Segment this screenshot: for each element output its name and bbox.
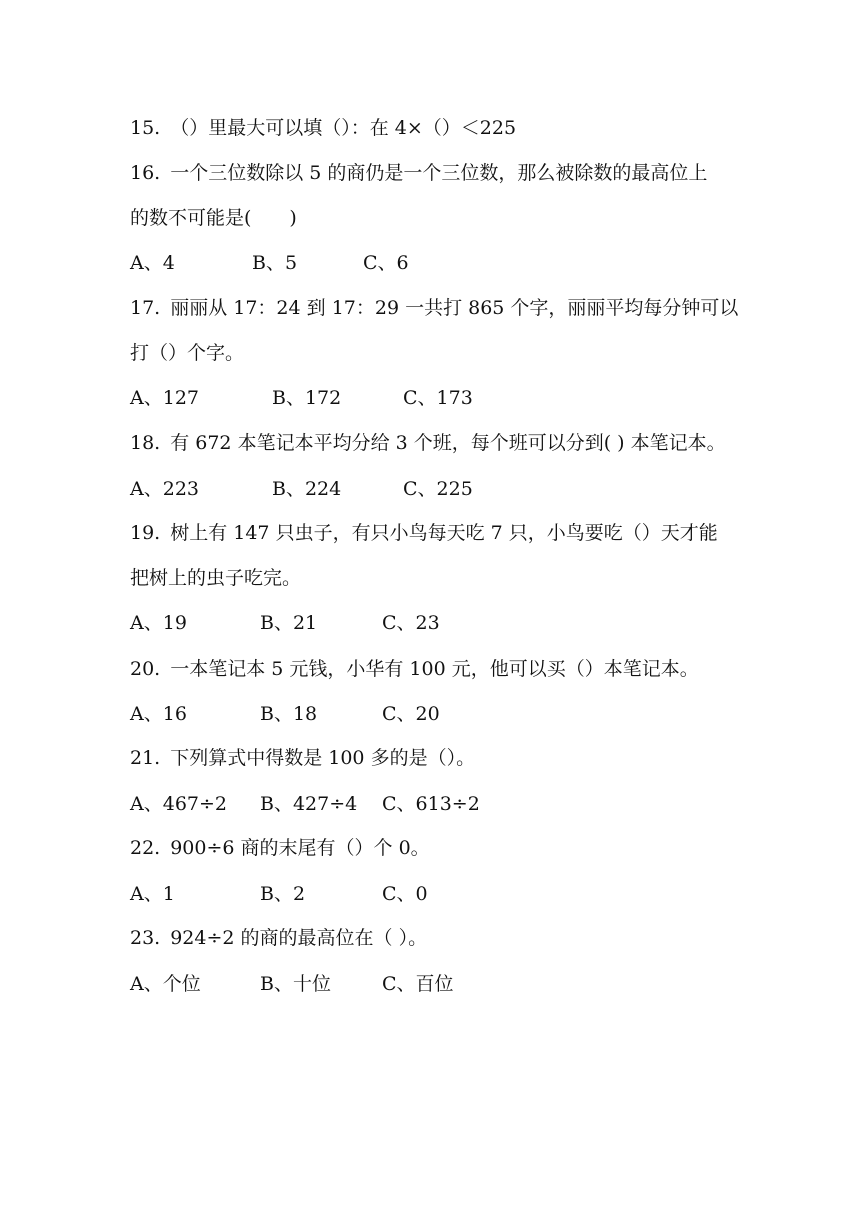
option-a [130,251,175,275]
option-label: A、 [130,612,163,634]
question-21-line-1 [130,746,475,770]
option-value: 2 [292,883,306,905]
option-value: 个位 [162,973,201,995]
option-value: 172 [304,387,342,409]
option-value: 6 [396,252,409,274]
question-18-line-1 [130,431,726,455]
option-c [403,386,473,410]
option-c [382,972,454,996]
option-value: 467÷2 [162,793,228,815]
question-text: 树上有 147 只虫子，有只小鸟每天吃 7 只，小鸟要吃（）天才能 [170,522,718,544]
question-17-line-2 [130,341,244,365]
question-number: 23. [130,927,161,949]
option-c [403,477,473,501]
question-text: 一个三位数除以 5 的商仍是一个三位数，那么被除数的最高位上 [170,162,708,184]
option-label: B、 [272,387,305,409]
option-label: C、 [382,793,416,815]
option-label: B、 [260,883,293,905]
option-b [252,251,297,275]
option-value: 1 [162,883,175,905]
option-value: 225 [436,478,473,500]
option-label: B、 [260,703,293,725]
option-b [272,477,341,501]
option-a [130,611,187,635]
option-value: 223 [162,478,199,500]
question-15-line-1 [130,116,516,140]
option-value: 173 [436,387,473,409]
option-a [130,477,199,501]
option-c [382,611,440,635]
option-label: A、 [130,793,163,815]
option-b [260,972,331,996]
option-c [382,702,440,726]
question-text: 下列算式中得数是 100 多的是（）。 [170,747,476,769]
option-label: B、 [260,612,293,634]
option-value: 19 [162,612,187,634]
option-label: B、 [272,478,305,500]
question-text: 丽丽从 17：24 到 17：29 一共打 865 个字，丽丽平均每分钟可以 [170,297,739,319]
question-text: 一本笔记本 5 元钱，小华有 100 元，他可以买（）本笔记本。 [170,658,699,680]
question-16-line-1 [130,161,707,185]
option-b [260,611,317,635]
option-label: C、 [403,478,437,500]
option-b [260,792,357,816]
option-b [260,702,317,726]
option-label: B、 [260,973,293,995]
option-value: 224 [304,478,342,500]
question-22-line-1 [130,836,430,860]
option-value: 613÷2 [415,793,480,815]
option-label: B、 [252,252,285,274]
option-value: 21 [292,612,318,634]
option-label: C、 [382,883,416,905]
option-value: 18 [292,703,318,725]
question-number: 21. [130,747,161,769]
question-text: （）里最大可以填（）：在 4×（）＜225 [170,117,517,139]
option-a [130,386,199,410]
question-number: 19. [130,522,161,544]
question-text: 900÷6 商的末尾有（）个 0。 [170,837,430,859]
option-label: C、 [382,703,416,725]
option-value: 23 [415,612,440,634]
question-number: 20. [130,658,161,680]
option-label: C、 [382,612,416,634]
option-value: 百位 [415,973,454,995]
option-a [130,882,175,906]
question-number: 15. [130,117,161,139]
option-value: 20 [415,703,440,725]
option-a [130,792,227,816]
question-19-line-2 [130,566,301,590]
option-value: 0 [415,883,428,905]
option-value: 4 [162,252,175,274]
question-text: 924÷2 的商的最高位在（ ）。 [170,927,428,949]
option-c [382,882,428,906]
question-19-line-1 [130,521,718,545]
option-value: 16 [162,703,187,725]
option-label: A、 [130,252,163,274]
question-17-line-1 [130,296,738,320]
question-number: 18. [130,432,161,454]
question-number: 22. [130,837,161,859]
option-value: 427÷4 [292,793,358,815]
option-label: C、 [382,973,416,995]
option-c [382,792,480,816]
question-text: 有 672 本笔记本平均分给 3 个班，每个班可以分到( ) 本笔记本。 [170,432,726,454]
question-16-line-2 [130,206,297,230]
option-value: 十位 [292,973,331,995]
option-label: C、 [363,252,397,274]
option-label: A、 [130,478,163,500]
option-b [260,882,305,906]
question-text: 的数不可能是( ) [130,207,297,229]
option-label: B、 [260,793,293,815]
option-value: 5 [284,252,298,274]
question-number: 17. [130,297,161,319]
question-text: 把树上的虫子吃完。 [130,567,302,589]
option-label: A、 [130,387,163,409]
question-text: 打（）个字。 [130,342,245,364]
option-b [272,386,341,410]
option-a [130,972,201,996]
option-a [130,702,187,726]
option-c [363,251,409,275]
option-label: A、 [130,703,163,725]
option-label: A、 [130,883,163,905]
question-number: 16. [130,162,161,184]
question-23-line-1 [130,926,427,950]
option-label: A、 [130,973,163,995]
question-20-line-1 [130,657,699,681]
option-value: 127 [162,387,199,409]
option-label: C、 [403,387,437,409]
